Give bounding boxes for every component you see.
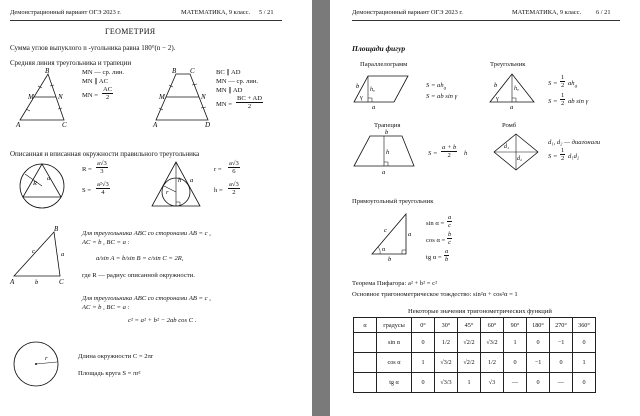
law-of-cosines-formula: c² = a² + b² − 2ab cos C . [128, 317, 197, 324]
parallelogram-figure [350, 70, 412, 110]
table-cell: 60° [481, 318, 504, 333]
midline-triangle-figure [14, 66, 74, 128]
parallelogram-formula-1: $S = ah_a$ [426, 82, 447, 92]
pythagoras-theorem: Теорема Пифагора: a² + b² = c² [352, 280, 438, 287]
trapezoid-area-fraction: $\frac{a + b}{2}$ [442, 144, 457, 159]
law-of-sines-formula: a/sin A = b/sin B = c/sin C = 2R, [96, 255, 184, 262]
table-cell: sin α [377, 333, 412, 353]
table-cell: 0° [412, 318, 435, 333]
trapezoid-area-eq: S = [428, 150, 438, 157]
r-eq: r = [214, 166, 222, 173]
figure-label: M [159, 93, 165, 101]
header-left: Демонстрационный вариант ОГЭ 2023 г. [10, 9, 121, 16]
table-cell: 30° [435, 318, 458, 333]
label-N: N [58, 93, 63, 101]
header-rule [352, 20, 620, 21]
table-cell: 0 [412, 373, 435, 393]
tg-eq: tg α = [426, 254, 442, 261]
trapezoid-figure [350, 130, 422, 176]
header-subject: МАТЕМАТИКА, 9 класс. [512, 9, 582, 16]
right-triangle-figure [368, 210, 418, 262]
rhombus-label: Ромб [502, 122, 517, 129]
table-cell: √2/2 [458, 333, 481, 353]
table-cell: 0 [412, 333, 435, 353]
table-cell: — [504, 373, 527, 393]
table-cell: √3/2 [481, 333, 504, 353]
R-eq: R = [82, 166, 92, 173]
table-cell: −1 [527, 353, 550, 373]
triangle-area-eq-1: S = [548, 80, 558, 87]
table-row-tg [354, 373, 596, 393]
r-fraction: $\frac{a√3}{6}$ [229, 160, 239, 175]
label-M: M [28, 93, 34, 101]
circle-area-formula: Площадь круга S = πr² [78, 370, 141, 377]
cos-fraction: $\frac{b}{c}$ [448, 231, 452, 246]
figure-label: h [386, 149, 390, 156]
figure-label: A [153, 121, 158, 129]
table-cell: 1/2 [481, 353, 504, 373]
h-eq: h = [214, 187, 223, 194]
page-5 [0, 0, 312, 416]
areas-heading: Площади фигур [352, 44, 406, 53]
table-cell: √3 [481, 373, 504, 393]
rhombus-area-formula: d₁d₂ [568, 153, 580, 160]
trap-parallel: BC ∥ AD [216, 69, 241, 76]
triangle-area-formula-1: $ah_a$ [568, 80, 578, 90]
parallelogram-formula-2: S = ab sin γ [426, 93, 458, 100]
header-subject: МАТЕМАТИКА, 9 класс. [181, 9, 251, 16]
table-row-sin [354, 333, 596, 353]
table-cell: 1 [573, 353, 596, 373]
figure-label: b [494, 82, 498, 89]
trig-identity: Основное тригонометрическое тождество: sin²α + cos²α = 1 [352, 291, 518, 298]
table-cell: градусы [377, 318, 412, 333]
trap-midline-eq: MN = [216, 101, 232, 108]
tg-fraction: $\frac{a}{b}$ [445, 248, 449, 263]
table-cell: 0 [527, 333, 550, 353]
table-cell: 0 [573, 373, 596, 393]
table-cell [354, 333, 377, 353]
page-6 [330, 0, 640, 416]
page-number: 6 / 21 [596, 9, 611, 16]
law-of-sines-sides: AC = b , BC = a : [82, 239, 130, 246]
figure-label: c [384, 227, 387, 234]
header-left: Демонстрационный вариант ОГЭ 2023 г. [352, 9, 463, 16]
figure-label: α [382, 247, 386, 253]
triangle-abc-figure [10, 226, 76, 288]
label-C: C [62, 121, 67, 129]
table-cell: 1 [458, 373, 481, 393]
figure-label: h [178, 177, 182, 184]
figure-label: d₁ [504, 144, 510, 150]
inscribed-circle-figure [148, 160, 208, 216]
law-of-sines-note: где R — радиус описанной окружности. [82, 272, 195, 279]
figure-label: D [205, 121, 211, 129]
tri-midline-parallel: MN ∥ AC [82, 78, 109, 85]
table-cell: 45° [458, 318, 481, 333]
figure-label: a [47, 175, 51, 182]
label-B: B [45, 67, 50, 75]
tri-midline-def: MN — ср. лин. [82, 69, 125, 76]
table-cell: 0 [527, 373, 550, 393]
figure-label: C [59, 278, 64, 286]
circumference-formula: Длина окружности C = 2πr [78, 353, 154, 360]
figure-label: B [54, 225, 59, 233]
law-of-cosines-intro: Для треугольника ABC со сторонами AB = c , [82, 295, 211, 302]
table-cell: 0 [504, 353, 527, 373]
figure-label: a [408, 231, 412, 238]
table-cell: √2/2 [458, 353, 481, 373]
table-row-cos [354, 353, 596, 373]
figure-label: a [61, 251, 65, 258]
law-of-sines-intro: Для треугольника ABC со сторонами AB = c , [82, 230, 211, 237]
table-cell: 90° [504, 318, 527, 333]
figure-label: N [201, 93, 206, 101]
circles-heading: Описанная и вписанная окружности правильного треугольника [10, 150, 200, 158]
figure-label: b [388, 256, 392, 263]
S-fraction: $\frac{\text{a²√3}}{4}$ [97, 181, 109, 196]
table-cell: 1/2 [435, 333, 458, 353]
law-of-cosines-sides: AC = b , BC = a : [82, 304, 130, 311]
figure-label: B [172, 67, 177, 75]
trapezoid-area-h: h [464, 150, 468, 157]
angle-sum-text: Сумма углов выпуклого n -угольника равна 180°(n − 2). [10, 44, 176, 52]
table-cell: 270° [550, 318, 573, 333]
triangle-figure [486, 70, 542, 110]
parallelogram-label: Параллелограмм [360, 61, 408, 68]
table-cell: cos α [377, 353, 412, 373]
figure-label: hₐ [370, 87, 375, 93]
trapezoid-label: Трапеция [374, 122, 401, 129]
figure-label: A [10, 278, 15, 286]
header-rule [10, 20, 282, 21]
rhombus-diagonals: d₁, d₂ — диагонали [548, 139, 601, 146]
R-fraction: $\frac{a√3}{3}$ [97, 160, 107, 175]
trap-midline-parallel: MN ∥ AD [216, 87, 243, 94]
triangle-area-eq-2: S = [548, 98, 558, 105]
sin-eq: sin α = [426, 220, 445, 227]
table-cell [354, 353, 377, 373]
table-cell: 180° [527, 318, 550, 333]
rhombus-figure [490, 130, 542, 174]
triangle-label: Треугольник [490, 61, 526, 68]
circle-figure [12, 340, 60, 388]
sin-fraction: $\frac{a}{c}$ [448, 214, 452, 229]
table-cell [354, 373, 377, 393]
midline-trapezoid-figure [150, 66, 220, 128]
right-triangle-heading: Прямоугольный треугольник [352, 198, 434, 205]
figure-label: γ [496, 96, 499, 102]
tri-midline-eq: MN = [82, 92, 98, 99]
figure-label: d₂ [517, 156, 523, 162]
section-title: ГЕОМЕТРИЯ [105, 27, 156, 36]
figure-label: r [166, 189, 169, 196]
figure-label: a [510, 104, 514, 111]
trig-values-table [353, 317, 596, 393]
table-cell: tg α [377, 373, 412, 393]
figure-label: b [35, 279, 39, 286]
table-cell: — [550, 373, 573, 393]
trap-midline-def: MN — ср. лин. [216, 78, 259, 85]
triangle-half-2: $\frac{1}{2}$ [561, 92, 565, 107]
h-fraction: $\frac{a√3}{2}$ [229, 181, 239, 196]
circumscribed-circle-figure [16, 160, 68, 212]
triangle-area-formula-2: ab sin γ [568, 98, 589, 105]
table-cell: 0 [573, 333, 596, 353]
figure-label: hₐ [514, 86, 519, 92]
table-cell: 1 [504, 333, 527, 353]
page-number: 5 / 21 [259, 9, 274, 16]
trig-table-title: Некоторые значения тригонометрических функций [408, 308, 552, 315]
S-eq: S = [82, 187, 92, 194]
figure-label: a [382, 169, 386, 176]
table-cell: 360° [573, 318, 596, 333]
table-cell: 0 [550, 353, 573, 373]
figure-label: r [45, 355, 48, 362]
label-A: A [16, 121, 21, 129]
rhombus-area-eq: S = [548, 153, 558, 160]
rhombus-half: $\frac{1}{2}$ [561, 147, 565, 162]
table-cell: 1 [412, 353, 435, 373]
table-cell: √3/2 [435, 353, 458, 373]
table-cell: α [354, 318, 377, 333]
triangle-half-1: $\frac{1}{2}$ [561, 74, 565, 89]
figure-label: c [32, 248, 35, 255]
figure-label: C [190, 67, 195, 75]
table-cell: −1 [550, 333, 573, 353]
figure-label: b [385, 129, 389, 136]
trap-midline-fraction: $\frac{BC + AD}{2}$ [237, 95, 262, 110]
midlines-heading: Средняя линия треугольника и трапеции [10, 59, 132, 67]
cos-eq: cos α = [426, 237, 446, 244]
figure-label: R [33, 180, 37, 187]
figure-label: a [372, 104, 376, 111]
figure-label: b [356, 83, 360, 90]
figure-label: γ [360, 95, 363, 101]
figure-label: a [190, 177, 194, 184]
table-cell: √3/3 [435, 373, 458, 393]
table-header-row [354, 318, 596, 333]
tri-midline-fraction: $\frac{AC}{2}$ [103, 86, 113, 101]
